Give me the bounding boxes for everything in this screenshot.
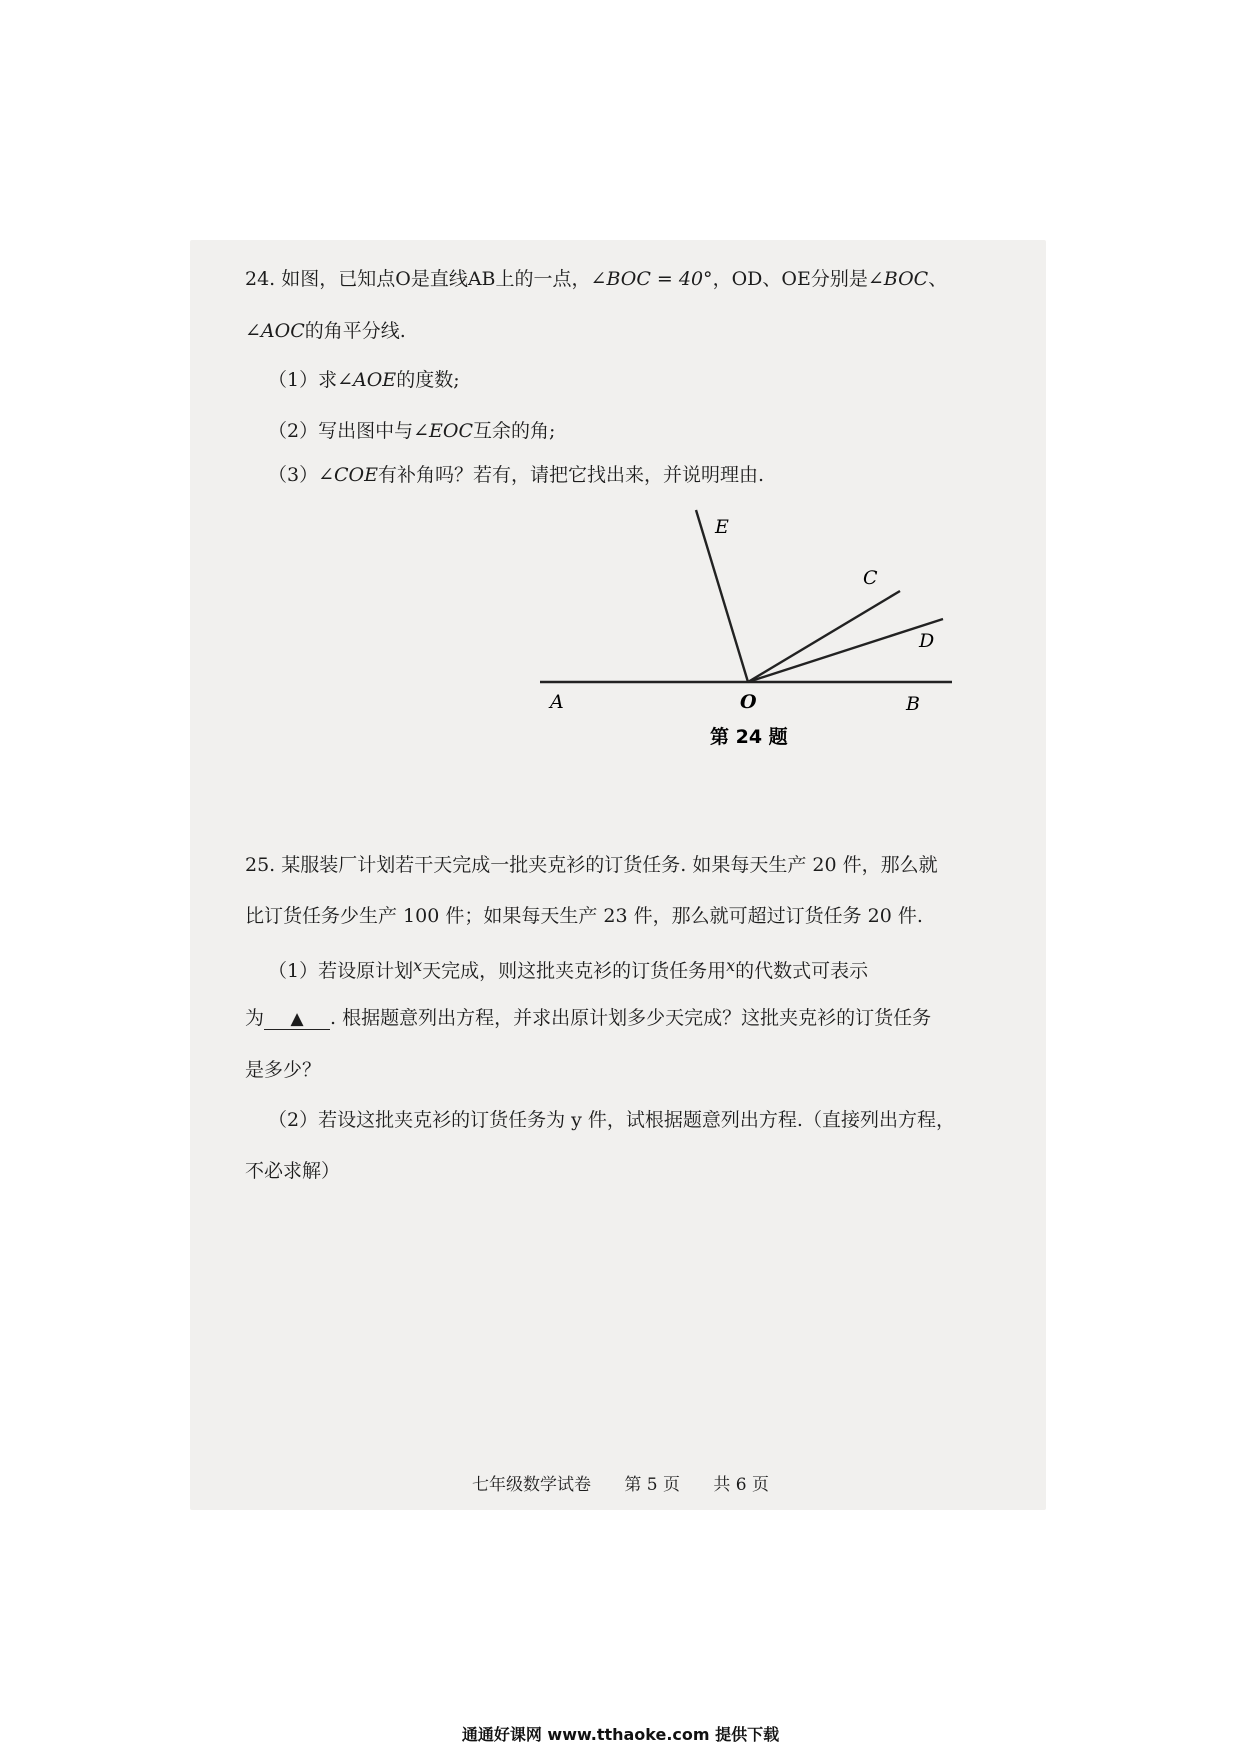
label-A: A [550,691,564,713]
triangle-icon: ▲ [290,1009,304,1029]
figure-caption: 第 24 题 [710,726,788,748]
q24-line2: ∠AOC的角平分线. [245,320,406,342]
q25-line2: 比订货任务少生产 100 件；如果每天生产 23 件，那么就可超过订货任务 20 件. [245,905,923,927]
label-O: O [740,691,757,713]
footer-page: 第 5 页 [624,1475,680,1495]
q25-sub1: （1）若设原计划$^x$天完成，则这批夹克衫的订货任务用$^x$的代数式可表示 [268,956,869,982]
label-B: B [906,693,920,715]
q25-sub1-line2: 为 ▲ . 根据题意列出方程，并求出原计划多少天完成？这批夹克衫的订货任务 [245,1007,932,1029]
q24-sub3: （3）∠COE有补角吗？若有，请把它找出来，并说明理由. [268,464,765,486]
q25-sub2-line2: 不必求解） [245,1160,341,1182]
label-C: C [863,567,878,589]
page-footer [0,1470,1241,1495]
q24-sub2: （2）写出图中与∠EOC互余的角; [268,420,556,442]
q24-line1: 24. 如图，已知点O是直线AB上的一点，∠BOC = 40°，OD、OE分别是∠BOC、 [245,268,948,290]
label-D: D [919,630,935,652]
source-watermark: 通通好课网 www.tthaoke.com 提供下载 [461,1725,780,1744]
answer-blank [264,1008,330,1030]
q24-sub1: （1）求∠AOE的度数; [268,369,460,391]
footer-total: 共 6 页 [713,1475,770,1495]
ray-OC [748,591,900,682]
label-E: E [715,516,729,538]
footer-title: 七年级数学试卷 [471,1475,591,1495]
ray-OD [748,619,943,682]
q25-sub1-line3: 是多少？ [245,1059,322,1081]
angle-diagram [530,508,970,748]
q25-sub2-line1: （2）若设这批夹克衫的订货任务为 y 件，试根据题意列出方程.（直接列出方程， [268,1109,955,1131]
q25-line1: 25. 某服装厂计划若干天完成一批夹克衫的订货任务. 如果每天生产 20 件，那么就 [245,854,938,876]
